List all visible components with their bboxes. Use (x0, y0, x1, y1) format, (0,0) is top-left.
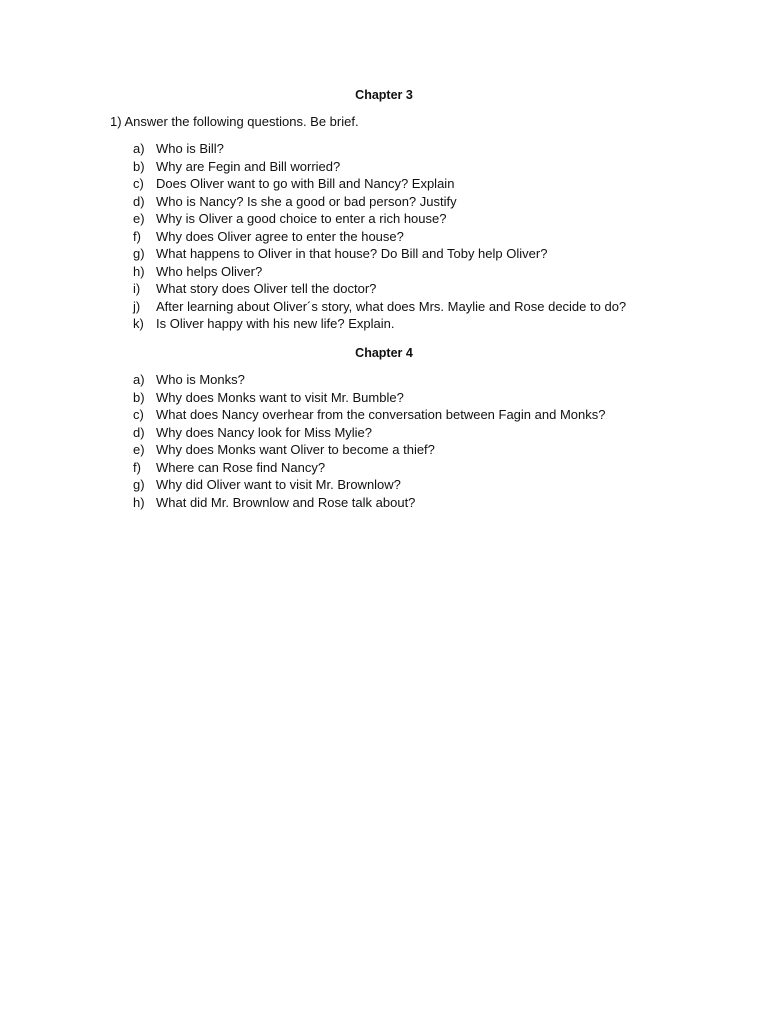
question-text: What did Mr. Brownlow and Rose talk about? (156, 494, 416, 510)
question-letter: a) (133, 372, 145, 387)
question-letter: d) (133, 424, 145, 440)
question-letter: c) (133, 176, 144, 191)
question-letter: b) (133, 389, 145, 405)
question-letter: e) (133, 442, 145, 457)
question-letter: h) (133, 494, 145, 510)
question-text: Why does Monks want to visit Mr. Bumble? (156, 389, 404, 405)
instruction-text: 1) Answer the following questions. Be brief. (110, 114, 359, 129)
chapter-4-heading: Chapter 4 (355, 346, 413, 360)
question-text: Why did Oliver want to visit Mr. Brownlow? (156, 477, 401, 492)
question-letter: k) (133, 316, 144, 331)
question-text: Does Oliver want to go with Bill and Nancy? Explain (156, 176, 455, 191)
question-text: Why are Fegin and Bill worried? (156, 158, 341, 174)
question-text: Why does Monks want Oliver to become a thief? (156, 442, 435, 457)
question-letter: g) (133, 246, 145, 261)
question-letter: i) (133, 281, 141, 296)
question-text: What happens to Oliver in that house? Do Bill and Toby help Oliver? (156, 246, 548, 261)
question-letter: d) (133, 193, 145, 209)
question-letter: h) (133, 263, 145, 279)
question-text: After learning about Oliver´s story, what does Mrs. Maylie and Rose decide to do? (156, 298, 627, 314)
question-text: Who is Nancy? Is she a good or bad person? Justify (156, 193, 457, 209)
question-text: Why is Oliver a good choice to enter a rich house? (156, 211, 447, 226)
question-letter: b) (133, 158, 145, 174)
question-text: Why does Oliver agree to enter the house? (156, 228, 404, 244)
question-text: Who is Monks? (156, 372, 245, 387)
question-letter: g) (133, 477, 145, 492)
question-letter: c) (133, 407, 144, 422)
question-text: Why does Nancy look for Miss Mylie? (156, 424, 373, 440)
question-text: What does Nancy overhear from the conversation between Fagin and Monks? (156, 407, 606, 422)
question-text: What story does Oliver tell the doctor? (156, 281, 377, 296)
question-letter: e) (133, 211, 145, 226)
question-letter: a) (133, 141, 145, 156)
question-letter: j) (133, 298, 141, 314)
question-text: Is Oliver happy with his new life? Explain. (156, 316, 395, 331)
question-letter: f) (133, 459, 141, 475)
question-text: Who helps Oliver? (156, 263, 263, 279)
question-letter: f) (133, 228, 141, 244)
question-text: Where can Rose find Nancy? (156, 459, 326, 475)
question-text: Who is Bill? (156, 141, 224, 156)
chapter-3-heading: Chapter 3 (355, 88, 413, 102)
